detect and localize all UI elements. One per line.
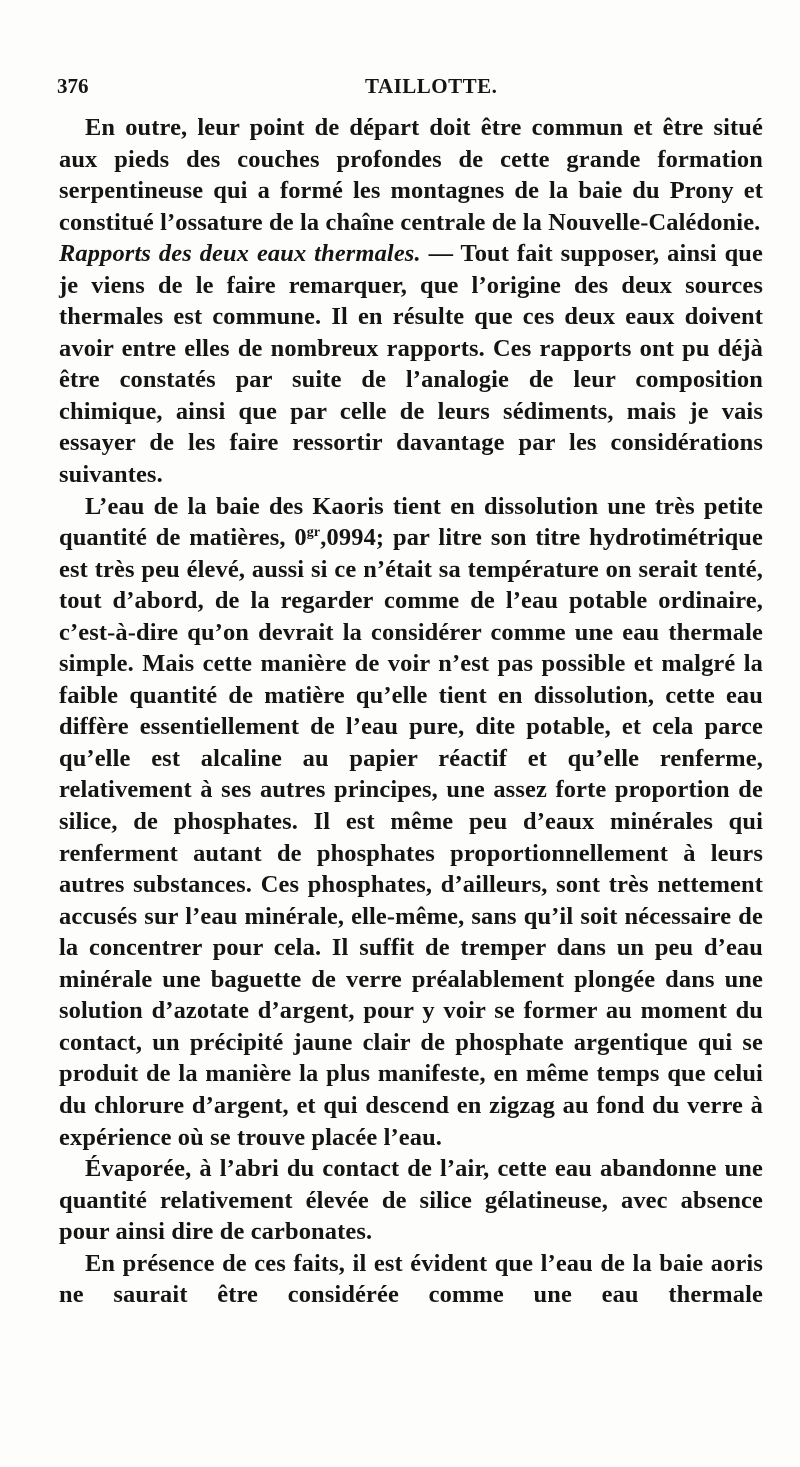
paragraph-4: Évaporée, à l’abri du contact de l’air, cette eau abandonne une quantité relativement élevée de silice gélatineuse, avec absence pour ainsi dire de carbonates. (59, 1155, 763, 1246)
paragraph-3-text-b: ,0994; par litre son titre hydrotimétrique est très peu élevé, aussi si ce n’était sa température on serait tenté, tout d’abord, de la regarder comme de l’eau potable ordinaire, c’est-à-dire qu’on devrait la considérer comme une eau thermale simple. Mais cette manière de voir n’est pas possible et malgré la faible quantité de matière qu’elle tient en dissolution, cette eau diffère essentiellement de l’eau pure, dite potable, et cela parce qu’elle est alcaline au papier réactif et qu’elle renferme, relativement à ses autres principes, une assez forte proportion de silice, de phosphates. Il est même peu d’eaux minérales qui renferment autant de phosphates proportionnellement à leurs autres substances. Ces phosphates, d’ailleurs, sont très nettement accusés sur l’eau minérale, elle-même, sans qu’il soit nécessaire de la concentrer pour cela. Il suffit de tremper dans un peu d’eau minérale une baguette de verre préalablement plongée dans une solution d’azotate d’argent, pour y voir se former au moment du contact, un précipité jaune clair de phosphate argentique qui se produit de la manière la plus manifeste, en même temps que celui du chlorure d’argent, et qui descend en zigzag au fond du verre à expérience où se trouve placée l’eau. (59, 524, 764, 1151)
paragraph-1: En outre, leur point de départ doit être commun et être situé aux pieds des couches profondes de cette grande formation serpentineuse qui a formé les montagnes de la baie du Prony et constitué l’ossature de la chaîne centrale de la Nouvelle-Calédonie. (59, 114, 763, 236)
paragraph-2-text: — Tout fait supposer, ainsi que je viens de le faire remarquer, que l’origine des deux sources thermales est commune. Il en résulte que ces deux eaux doivent avoir entre elles de nombreux rapports. Ces rapports ont pu déjà être constatés par suite de l’analogie de leur composition chimique, ainsi que par celle de leurs sédiments, mais je vais essayer de les faire ressortir davantage par les considérations suivantes. (59, 240, 763, 489)
running-head: TAILLOTTE. (365, 74, 498, 98)
page-header (57, 74, 757, 104)
gram-unit: gr (306, 525, 321, 541)
body-text (59, 112, 763, 1311)
paragraph-5: En présence de ces faits, il est évident que l’eau de la baie aoris ne saurait être considérée comme une eau thermale (59, 1249, 763, 1309)
paragraph-3-text-a: L’eau de la baie des Kaoris tient en dissolution une très petite quantité de matières, 0 (59, 492, 763, 552)
paragraph-3 (59, 491, 763, 1153)
section-title: Rapports des deux eaux thermales. (59, 240, 421, 268)
paragraph-2 (59, 238, 763, 490)
page-number: 376 (57, 74, 89, 98)
